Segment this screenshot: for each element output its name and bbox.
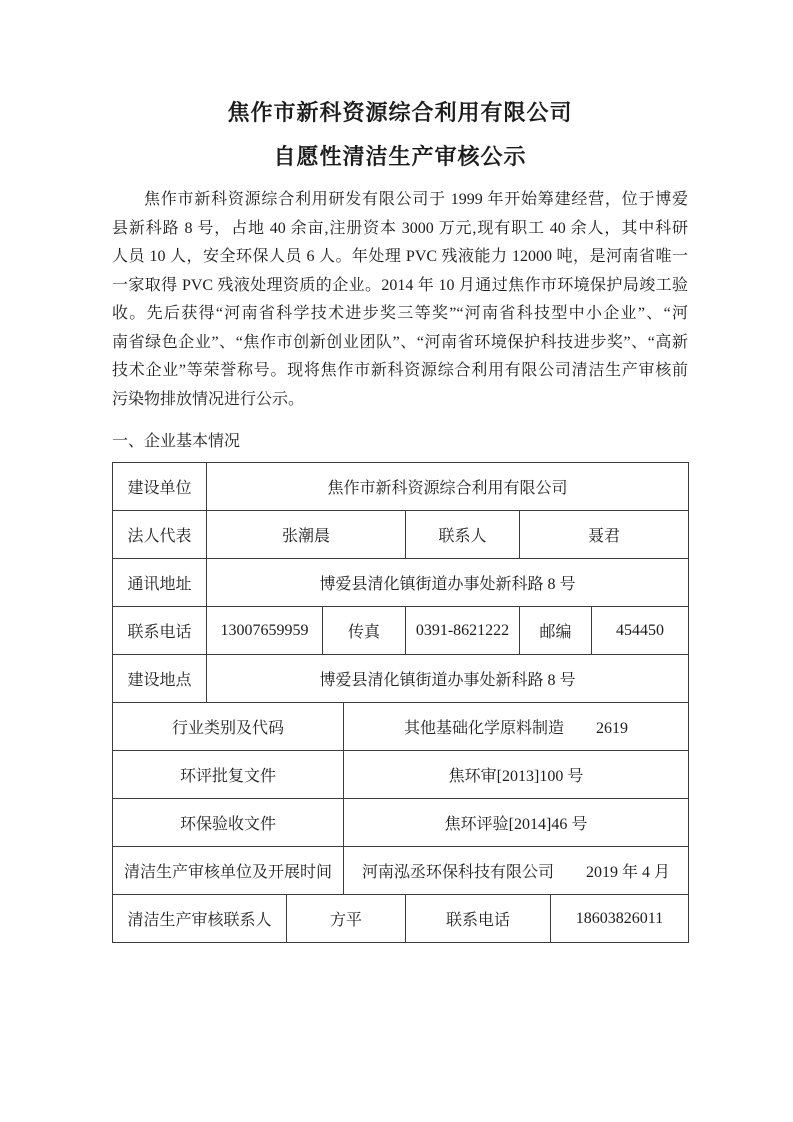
row-label: 清洁生产审核联系人 (113, 895, 287, 943)
row-label: 邮编 (520, 607, 592, 655)
table-row (113, 847, 689, 895)
row-label: 环评批复文件 (113, 751, 344, 799)
row-value: 河南泓丞环保科技有限公司 2019 年 4 月 (344, 847, 689, 895)
row-value: 其他基础化学原料制造 2619 (344, 703, 689, 751)
row-value: 方平 (287, 895, 406, 943)
row-value: 焦环评验[2014]46 号 (344, 799, 689, 847)
row-value: 焦作市新科资源综合利用有限公司 (207, 463, 689, 511)
row-label: 清洁生产审核单位及开展时间 (113, 847, 344, 895)
table-row (113, 799, 689, 847)
table-row (113, 463, 689, 511)
row-label: 联系电话 (113, 607, 207, 655)
paragraph-line: 污染物排放情况进行公示。 (112, 390, 305, 408)
row-label: 联系人 (406, 511, 520, 559)
paragraph-line: 收。先后获得“河南省科学技术进步奖三等奖”“河南省科技型中小企业”、“河 (112, 305, 688, 322)
row-value: 18603826011 (551, 895, 689, 943)
table-row (113, 703, 689, 751)
paragraph-line: 焦作市新科资源综合利用研发有限公司于 1999 年开始筹建经营，位于博爱 (144, 191, 688, 208)
row-value: 13007659959 (207, 607, 323, 655)
row-label: 建设地点 (113, 655, 207, 703)
row-label: 环保验收文件 (113, 799, 344, 847)
paragraph-line: 县新科路 8 号，占地 40 余亩,注册资本 3000 万元,现有职工 40 余人，其中科研 (112, 219, 688, 237)
intro-paragraph (112, 186, 688, 414)
row-value: 焦环审[2013]100 号 (344, 751, 689, 799)
document-content (112, 0, 688, 943)
table-row (113, 511, 689, 559)
row-value: 张潮晨 (207, 511, 406, 559)
row-label: 联系电话 (406, 895, 551, 943)
table-row (113, 607, 689, 655)
section-heading: 一、企业基本情况 (112, 433, 241, 450)
row-value: 博爱县清化镇街道办事处新科路 8 号 (207, 655, 689, 703)
row-value: 0391-8621222 (406, 607, 520, 655)
row-value: 聂君 (520, 511, 689, 559)
row-label: 行业类别及代码 (113, 703, 344, 751)
row-value: 博爱县清化镇街道办事处新科路 8 号 (207, 559, 689, 607)
company-info-table (112, 462, 689, 943)
row-label: 法人代表 (113, 511, 207, 559)
paragraph-line: 一家取得 PVC 残液处理资质的企业。2014 年 10 月通过焦作市环境保护局竣工验 (112, 276, 688, 294)
table-row (113, 655, 689, 703)
table-row (113, 895, 689, 943)
row-label: 建设单位 (113, 463, 207, 511)
row-label: 传真 (323, 607, 406, 655)
paragraph-line: 技术企业”等荣誉称号。现将焦作市新科资源综合利用有限公司清洁生产审核前 (112, 362, 688, 379)
paragraph-line: 人员 10 人，安全环保人员 6 人。年处理 PVC 残液能力 12000 吨，是河南省唯一 (112, 248, 688, 265)
table-row (113, 751, 689, 799)
table-row (113, 559, 689, 607)
paragraph-line: 南省绿色企业”、“焦作市创新创业团队”、“河南省环境保护科技进步奖”、“高新 (112, 333, 688, 351)
document-title: 焦作市新科资源综合利用有限公司 (227, 100, 573, 125)
row-label: 通讯地址 (113, 559, 207, 607)
row-value: 454450 (592, 607, 689, 655)
document-subtitle: 自愿性清洁生产审核公示 (273, 144, 527, 169)
